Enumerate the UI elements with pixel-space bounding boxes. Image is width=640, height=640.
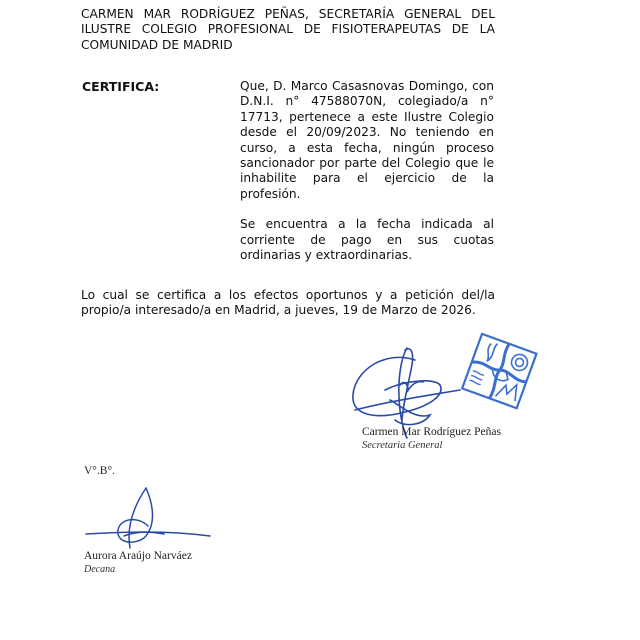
header-line-2: ILUSTRE COLEGIO PROFESIONAL DE FISIOTERAPEUTAS DE LA	[81, 22, 495, 37]
header-line-1: CARMEN MAR RODRÍGUEZ PEÑAS, SECRETARÍA GENERAL DEL	[81, 7, 495, 21]
closing-statement: Lo cual se certifica a los efectos oportunos y a petición del/la propio/a interesado/a en Madrid, a jueves, 19 de Marzo de 2026.	[81, 288, 495, 318]
certification-body	[240, 79, 494, 263]
certifica-label: CERTIFICA:	[82, 79, 160, 94]
certification-paragraph-2: Se encuentra a la fecha indicada al corriente de pago en sus cuotas ordinarias y extraordinarias.	[240, 217, 494, 263]
dean-role: Decana	[84, 564, 116, 575]
approval-label: V°.B°.	[84, 465, 115, 477]
secretary-name: Carmen Mar Rodríguez Peñas	[362, 426, 501, 438]
secretary-role: Secretaria General	[362, 440, 443, 451]
header-line-3: COMUNIDAD DE MADRID	[81, 37, 233, 52]
college-logo-icon	[458, 334, 540, 410]
certificate-header	[81, 7, 495, 53]
secretary-signature	[345, 340, 475, 440]
certification-paragraph-1: Que, D. Marco Casasnovas Domingo, con D.N.I. n° 47588070N, colegiado/a n° 17713, pertenece a este Ilustre Colegio desde el 20/09/2023. No teniendo en curso, a esta fecha, ningún proceso sancionador por parte del Colegio que le inhabilite para el ejercicio de la profesión.	[240, 79, 494, 201]
dean-name: Aurora Araújo Narváez	[84, 550, 192, 562]
dean-signature	[84, 486, 214, 556]
